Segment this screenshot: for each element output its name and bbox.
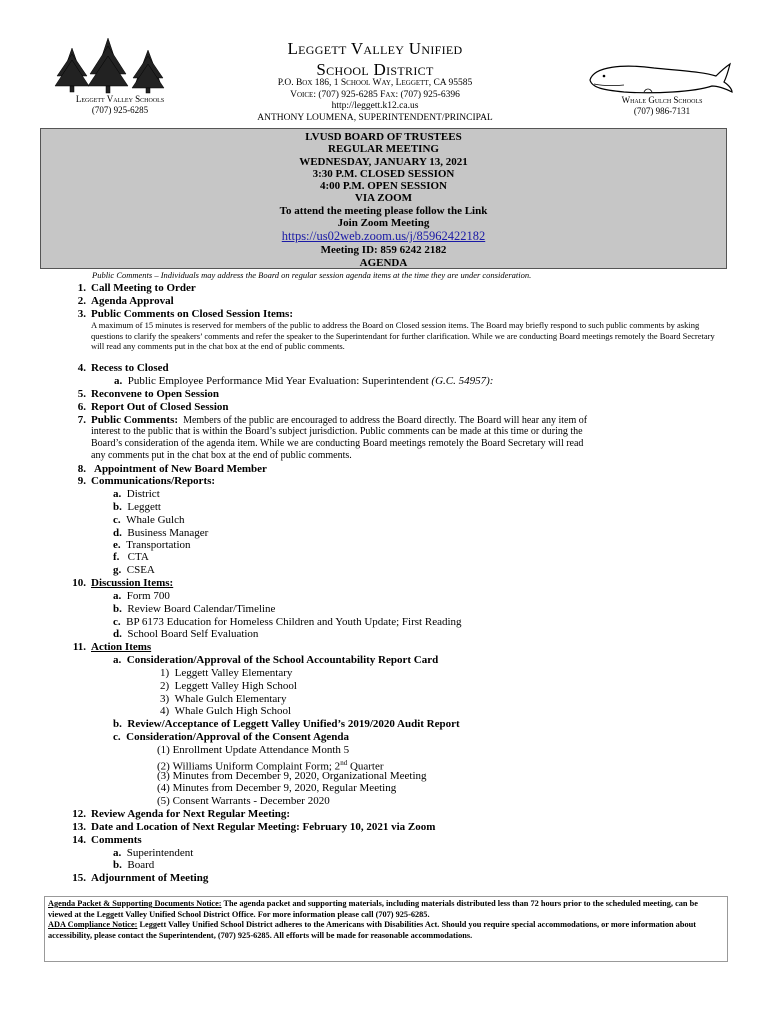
agenda-item-action: Action Items bbox=[91, 641, 152, 653]
district-title-line1: Leggett Valley Unified bbox=[287, 39, 463, 58]
consent-item: Minutes from December 9, 2020, Regular Meeting bbox=[172, 782, 397, 794]
district-title bbox=[220, 38, 530, 80]
agenda-item-agenda-approval: Agenda Approval bbox=[91, 295, 174, 307]
meeting-line: VIA ZOOM bbox=[354, 192, 413, 205]
packet-notice-title: Agenda Packet & Supporting Documents Notice: bbox=[48, 899, 222, 908]
comments-superintendent: Superintendent bbox=[126, 847, 194, 859]
meeting-info-box bbox=[40, 128, 727, 269]
district-voice-fax: Voice: (707) 925-6285 Fax: (707) 925-6396 bbox=[290, 89, 460, 100]
action-audit-report: Review/Acceptance of Leggett Valley Unified’s 2019/2020 Audit Report bbox=[127, 718, 460, 730]
agenda-item-call-to-order: Call Meeting to Order bbox=[91, 282, 196, 294]
public-comments-heading: Public Comments: bbox=[91, 414, 179, 426]
agenda-item-report-out: Report Out of Closed Session bbox=[91, 401, 229, 413]
meeting-line: 4:00 P.M. OPEN SESSION bbox=[319, 180, 448, 193]
agenda-label: AGENDA bbox=[359, 256, 408, 269]
report-item: d. Business Manager bbox=[113, 527, 209, 539]
right-school-phone: (707) 986-7131 bbox=[633, 106, 691, 116]
agenda-item-public-comments-closed: Public Comments on Closed Session Items: bbox=[91, 308, 293, 320]
comments-board: Board bbox=[127, 859, 155, 871]
leggett-valley-schools-label bbox=[40, 94, 200, 116]
report-item: a. District bbox=[113, 488, 160, 500]
superintendent-line: ANTHONY LOUMENA, SUPERINTENDENT/PRINCIPAL bbox=[257, 112, 493, 123]
action-consent-agenda: Consideration/Approval of the Consent Agenda bbox=[126, 731, 350, 743]
meeting-line: To attend the meeting please follow the Link bbox=[279, 204, 488, 217]
report-business-manager: Business Manager bbox=[127, 527, 209, 539]
public-comments-line: any comments put in the chat box at the end of public comments. bbox=[91, 450, 352, 461]
sarc-school: Whale Gulch High School bbox=[174, 705, 292, 717]
notices-box bbox=[44, 896, 728, 962]
meeting-line: LVUSD BOARD OF TRUSTEES bbox=[305, 131, 462, 143]
district-website: http://leggett.k12.ca.us bbox=[331, 101, 419, 111]
consent-item-quarter: Quarter bbox=[347, 760, 384, 773]
report-item: b. Leggett bbox=[113, 501, 161, 513]
discussion-form-700: Form 700 bbox=[126, 590, 170, 602]
whale-gulch-schools-label bbox=[598, 95, 726, 117]
discussion-board-calendar: Review Board Calendar/Timeline bbox=[127, 603, 276, 615]
report-item: f. CTA bbox=[113, 551, 149, 563]
left-school-phone: (707) 925-6285 bbox=[91, 105, 149, 115]
sarc-school: Leggett Valley Elementary bbox=[174, 667, 293, 679]
ordinal-suffix: nd bbox=[340, 759, 348, 767]
sarc-school: Leggett Valley High School bbox=[174, 680, 297, 692]
closed-session-comments-text: A maximum of 15 minutes is reserved for members of the public to address the Board on Closed session items. The Board may briefly respond to such public comments by asking questions to clarify the speakers’ comments and refer the speaker to the Superintendant for further clarification. While we are conducting Board meetings remotely the Board Secretary will read any comments put in the chat box at the end of public comments. bbox=[91, 320, 715, 351]
meeting-line: WEDNESDAY, JANUARY 13, 2021 bbox=[299, 155, 468, 168]
agenda-item-discussion: Discussion Items: bbox=[91, 577, 174, 589]
zoom-meeting-link[interactable]: https://us02web.zoom.us/j/85962422182 bbox=[281, 229, 486, 244]
meeting-line: REGULAR MEETING bbox=[328, 143, 439, 156]
ada-notice-title: ADA Compliance Notice: bbox=[48, 920, 138, 930]
report-whale-gulch: Whale Gulch bbox=[126, 514, 185, 526]
report-item: c. Whale Gulch bbox=[113, 514, 185, 526]
public-comments-line: Board’s consideration of the agenda item. While we are conducting Board meetings remotely the Board Secretary will read bbox=[91, 438, 584, 449]
agenda-item-next-meeting: Date and Location of Next Regular Meeting: February 10, 2021 via Zoom bbox=[91, 821, 436, 833]
packet-notice-text: The agenda packet and supporting materials, including materials distributed less than 72 hours prior to the scheduled meeting, can be viewed at the Leggett Valley Unified School District Office. For more information please call (707) 925-6285. bbox=[48, 899, 698, 919]
ada-notice-text: Leggett Valley Unified School District adheres to the Americans with Disabilities Act. Should you require special accommodations, or more information about accessibility, please contact the Superintendent, (707) 925-6285. All efforts will be made for reasonable accommodations. bbox=[48, 920, 696, 940]
report-csea: CSEA bbox=[126, 564, 155, 576]
agenda-item-comments: Comments bbox=[91, 834, 142, 846]
district-address: P.O. Box 186, 1 School Way, Leggett, CA 95585 bbox=[277, 78, 473, 88]
superintendent-evaluation: Public Employee Performance Mid Year Evaluation: Superintendent bbox=[127, 375, 429, 387]
agenda-subitem: a. Public Employee Performance Mid Year Evaluation: Superintendent (G.C. 54957): bbox=[114, 375, 494, 387]
left-school-name: Leggett Valley Schools bbox=[75, 94, 165, 104]
public-comments-note: Public Comments – Individuals may address the Board on regular session agenda items at the time they are under consideration. bbox=[92, 270, 532, 280]
meeting-line: Join Zoom Meeting bbox=[337, 217, 430, 230]
report-district: District bbox=[126, 488, 160, 500]
right-school-name: Whale Gulch Schools bbox=[621, 95, 703, 105]
district-title-line2: School District bbox=[316, 60, 434, 79]
report-cta: CTA bbox=[127, 551, 149, 563]
consent-item: Enrollment Update Attendance Month 5 bbox=[172, 744, 350, 756]
sarc-school: Whale Gulch Elementary bbox=[174, 693, 287, 705]
gc-code: (G.C. 54957): bbox=[431, 375, 494, 387]
packet-notice bbox=[48, 899, 724, 920]
ada-notice bbox=[48, 920, 724, 941]
district-contact-block bbox=[220, 78, 530, 124]
meeting-line: 3:30 P.M. CLOSED SESSION bbox=[312, 167, 455, 180]
consent-item: Williams Uniform Complaint Form; 2 bbox=[172, 760, 341, 773]
report-leggett: Leggett bbox=[127, 501, 161, 513]
agenda-item-recess-closed: Recess to Closed bbox=[91, 362, 169, 374]
meeting-id: Meeting ID: 859 6242 2182 bbox=[320, 244, 447, 257]
report-item: g. CSEA bbox=[113, 564, 155, 576]
whale-logo bbox=[584, 58, 734, 96]
consent-item: Consent Warrants - December 2020 bbox=[172, 795, 330, 807]
pine-trees-logo bbox=[52, 36, 167, 94]
agenda-item-reconvene: Reconvene to Open Session bbox=[91, 388, 220, 400]
report-transportation: Transportation bbox=[126, 539, 191, 551]
agenda-item-communications: Communications/Reports: bbox=[91, 475, 216, 487]
report-item: e. Transportation bbox=[113, 539, 191, 551]
agenda-item-review-next: Review Agenda for Next Regular Meeting: bbox=[91, 808, 291, 820]
agenda-item-new-board-member: Appointment of New Board Member bbox=[94, 463, 267, 475]
agenda-item-adjournment: Adjournment of Meeting bbox=[91, 872, 209, 884]
public-comments-line: Members of the public are encouraged to address the Board directly. The Board will hear any item of bbox=[183, 415, 588, 426]
consent-item: Minutes from December 9, 2020, Organizational Meeting bbox=[172, 770, 427, 782]
discussion-self-evaluation: School Board Self Evaluation bbox=[127, 628, 259, 640]
discussion-bp-6173: BP 6173 Education for Homeless Children and Youth Update; First Reading bbox=[126, 616, 462, 628]
action-sarc: Consideration/Approval of the School Accountability Report Card bbox=[126, 654, 439, 666]
public-comments-line: interest to the public that is within the Board’s subject jurisdiction. Public comments can be made at this time or during the bbox=[91, 426, 583, 437]
